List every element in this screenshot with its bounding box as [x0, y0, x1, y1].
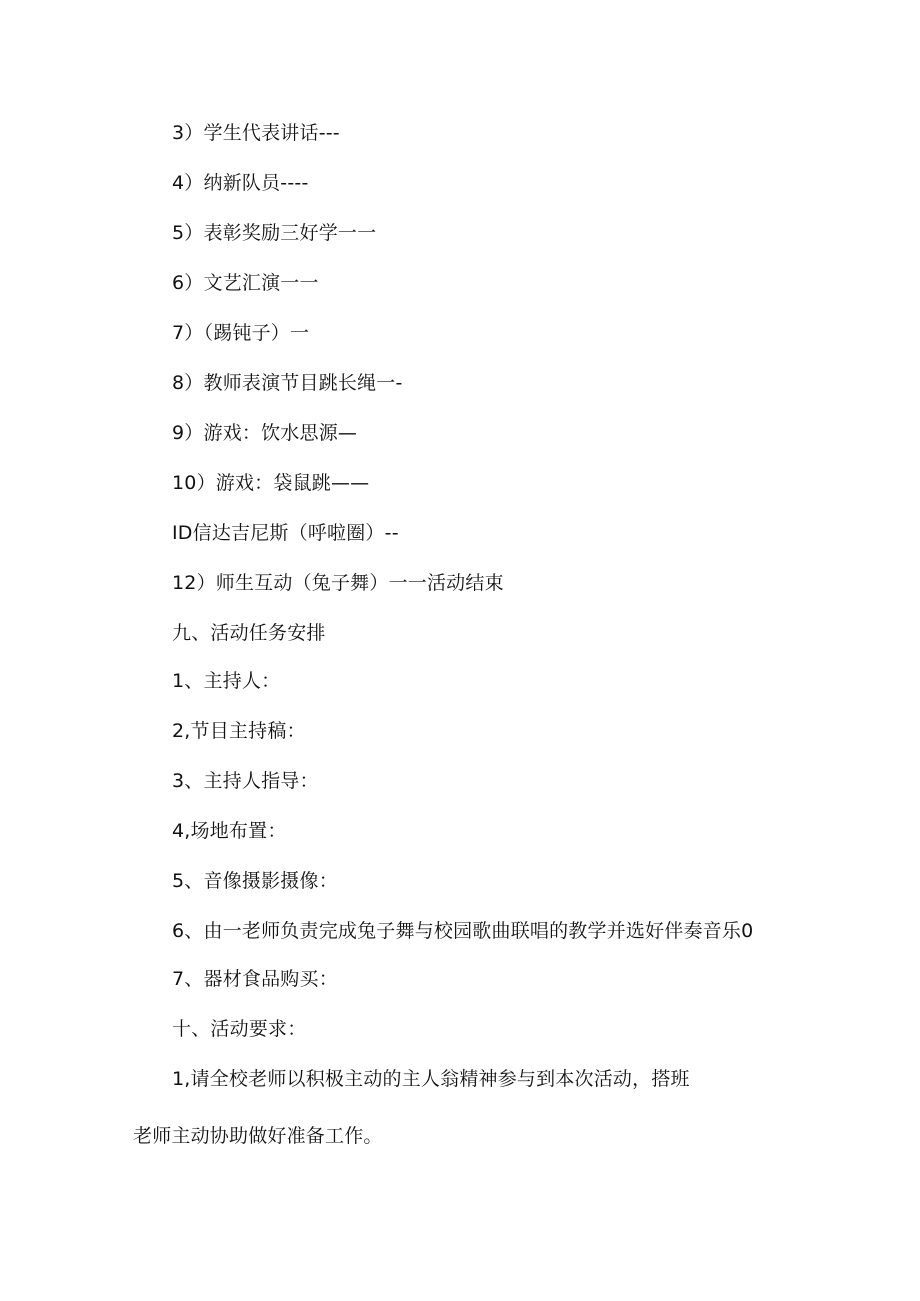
- section-heading-10: 十、活动要求：: [172, 1018, 307, 1040]
- requirement-item-1: 1,请全校老师以积极主动的主人翁精神参与到本次活动，搭班: [172, 1068, 690, 1090]
- task-item-7: 7、器材食品购买：: [172, 968, 338, 990]
- line-item-6: 6）文艺汇演一一: [172, 272, 319, 294]
- line-item-9: 9）游戏：饮水思源—: [172, 422, 358, 444]
- line-item-5: 5）表彰奖励三好学一一: [172, 222, 377, 244]
- task-item-3: 3、主持人指导：: [172, 770, 319, 792]
- section-heading-9: 九、活动任务安排: [172, 622, 326, 644]
- line-item-10: 10）游戏：袋鼠跳——: [172, 472, 370, 494]
- line-item-7: 7）（踢钝子）一: [172, 322, 310, 344]
- line-item-8: 8）教师表演节目跳长绳一-: [172, 372, 403, 394]
- line-item-11: ID信达吉尼斯（呼啦圈）--: [172, 522, 399, 544]
- task-item-6: 6、由一老师负责完成兔子舞与校园歌曲联唱的教学并选好伴奏音乐0: [172, 920, 754, 942]
- line-item-3: 3）学生代表讲话---: [172, 122, 340, 144]
- task-item-1: 1、主持人：: [172, 670, 281, 692]
- line-item-4: 4）纳新队员----: [172, 172, 309, 194]
- task-item-4: 4,场地布置：: [172, 820, 287, 842]
- requirement-item-1-continued: 老师主动协助做好准备工作。: [133, 1125, 383, 1147]
- line-item-12: 12）师生互动（兔子舞）一一活动结束: [172, 572, 504, 594]
- task-item-5: 5、音像摄影摄像：: [172, 870, 338, 892]
- task-item-2: 2,节目主持稿：: [172, 720, 306, 742]
